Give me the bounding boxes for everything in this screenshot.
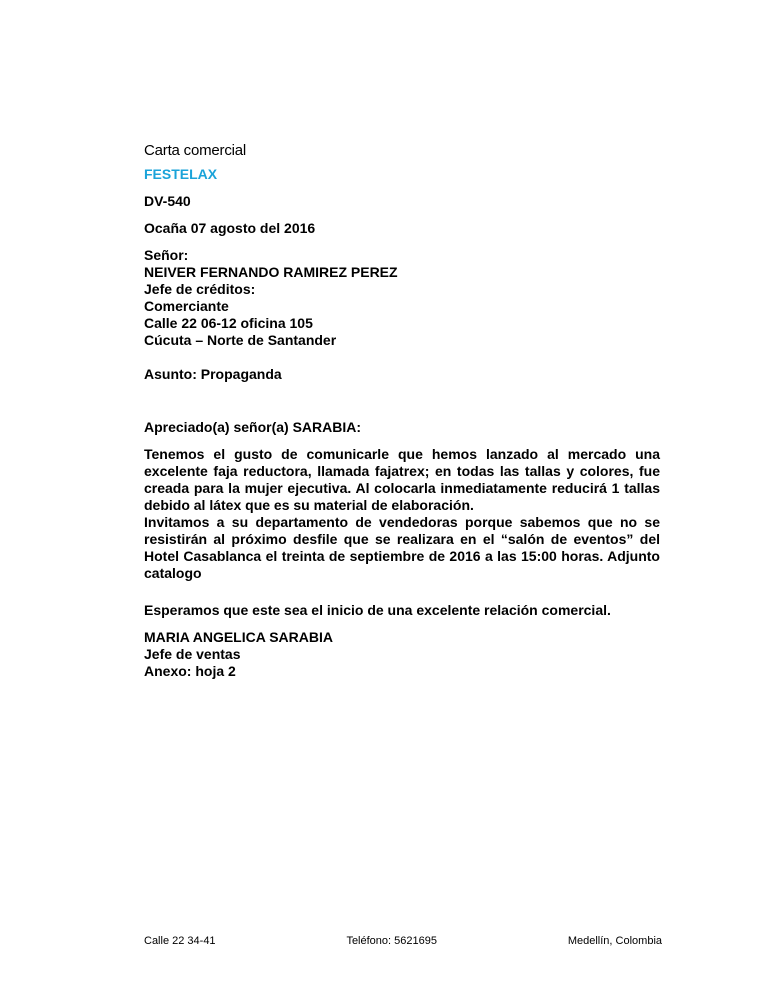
page-footer bbox=[144, 934, 662, 948]
recipient-position: Jefe de créditos: bbox=[144, 281, 256, 297]
footer-address: Calle 22 34-41 bbox=[144, 935, 216, 947]
document-title: Carta comercial bbox=[144, 142, 247, 159]
letter-greeting: Apreciado(a) señor(a) SARABIA: bbox=[144, 419, 362, 435]
letter-subject: Asunto: Propaganda bbox=[144, 366, 282, 382]
signature-annex: Anexo: hoja 2 bbox=[144, 663, 236, 679]
recipient-city: Cúcuta – Norte de Santander bbox=[144, 332, 337, 348]
recipient-name: NEIVER FERNANDO RAMIREZ PEREZ bbox=[144, 264, 398, 280]
recipient-address: Calle 22 06-12 oficina 105 bbox=[144, 315, 313, 331]
signature-position: Jefe de ventas bbox=[144, 646, 241, 662]
body-paragraph-2: Invitamos a su departamento de vendedoras porque sabemos que no se resistirán al próximo desfile que se realizara en el “salón de eventos” del Hotel Casablanca el treinta de septiembre de 2016 a las 15:00 horas. Adjunto catalogo bbox=[144, 514, 660, 581]
company-name: FESTELAX bbox=[144, 166, 218, 182]
body-paragraph-1: Tenemos el gusto de comunicarle que hemos lanzado al mercado una excelente faja reductora, llamada fajatrex; en todas las tallas y colores, fue creada para la mujer ejecutiva. Al colocarla inmediatamente reducirá 1 tallas debido al látex que es su material de elaboración. bbox=[144, 446, 660, 513]
signature-name: MARIA ANGELICA SARABIA bbox=[144, 629, 333, 645]
footer-phone: Teléfono: 5621695 bbox=[346, 935, 437, 947]
letter-page bbox=[144, 140, 660, 680]
signature-block bbox=[144, 629, 660, 680]
letter-date: Ocaña 07 agosto del 2016 bbox=[144, 220, 316, 236]
recipient-salutation-label: Señor: bbox=[144, 247, 189, 263]
letter-closing: Esperamos que este sea el inicio de una excelente relación comercial. bbox=[144, 602, 611, 618]
recipient-block bbox=[144, 247, 660, 349]
recipient-occupation: Comerciante bbox=[144, 298, 229, 314]
footer-city: Medellín, Colombia bbox=[567, 935, 662, 947]
reference-code: DV-540 bbox=[144, 193, 191, 209]
